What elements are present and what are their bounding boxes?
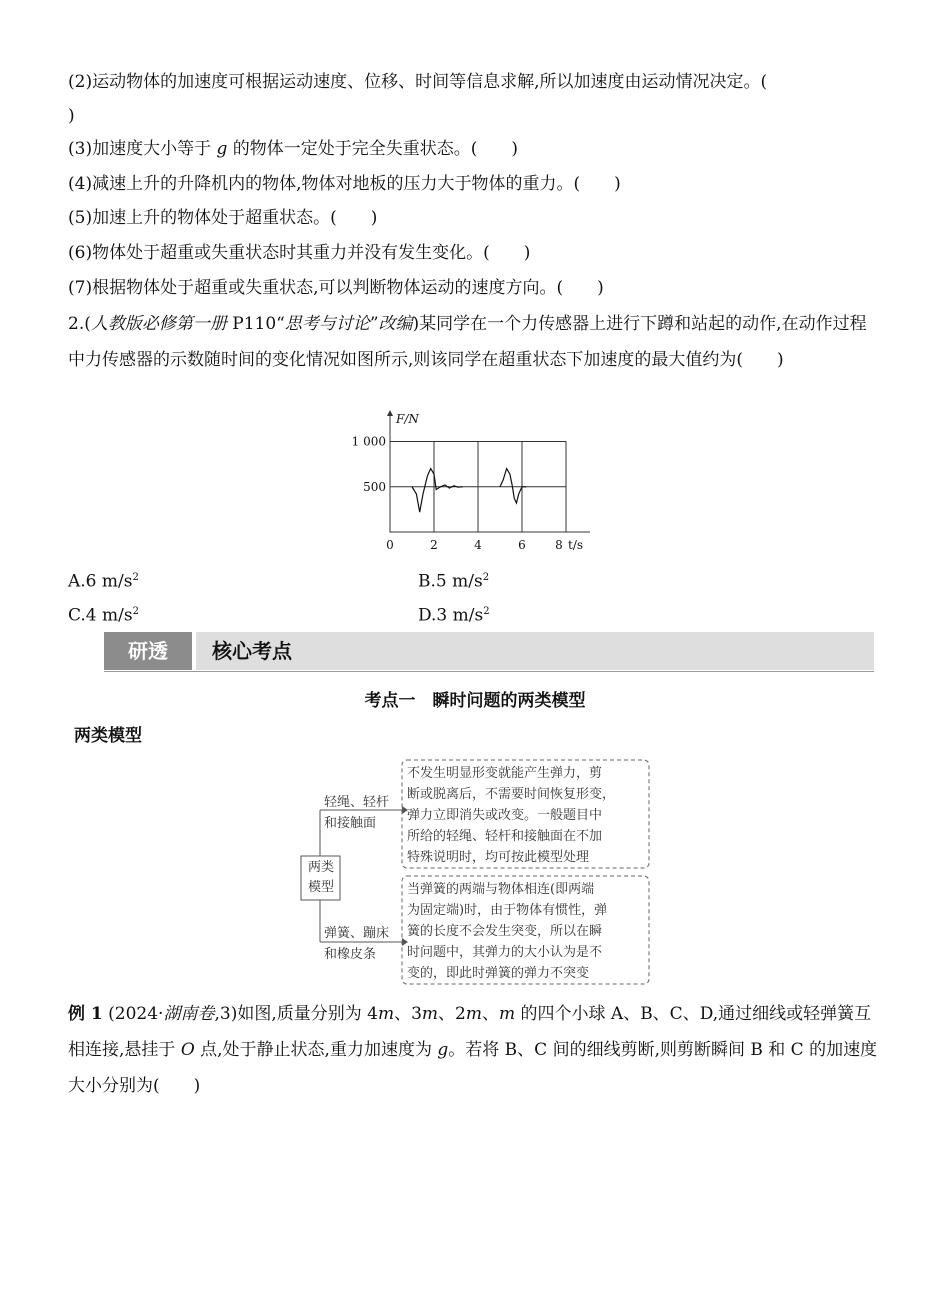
option-c[interactable]: C.4 $m/s^2$: [68, 605, 139, 626]
question-2: 2.(人教版必修第一册 P110“思考与讨论”改编)某同学在一个力传感器上进行下蹲和站起的动作,在动作过程中力传感器的示数随时间的变化情况如图所示,则该同学在超重状态下加速度的最大值约为( ): [68, 314, 867, 370]
judgment-5: (5)加速上升的物体处于超重状态。( ): [68, 208, 378, 228]
series-squat: [412, 469, 463, 512]
branch1-label-2: 和接触面: [324, 816, 377, 831]
diagram-root: 两类 模型: [307, 860, 334, 895]
banner-rule: [104, 671, 874, 672]
y-axis-arrow: [387, 410, 393, 416]
option-a[interactable]: A.6 $m/s^2$: [68, 571, 139, 592]
branch2-label: 弹簧、蹦床: [324, 926, 390, 941]
box1-text: 不发生明显形变就能产生弹力，剪 断或脱离后，不需要时间恢复形变， 弹力立即消失或改变。一般题目中 所给的轻绳、轻杆和接触面在不加 特殊说明时，均可按此模型处理: [407, 766, 616, 865]
force-time-chart: [340, 408, 610, 556]
x-axis-label: t/s: [568, 538, 584, 552]
section-title: 考点一 瞬时问题的两类模型: [364, 691, 586, 711]
x-tick-8: 8: [555, 538, 563, 552]
judgment-2-tail: ): [68, 106, 75, 126]
section-banner: [104, 630, 874, 672]
subheading: 两类模型: [74, 726, 142, 746]
y-tick-500: 500: [363, 479, 386, 494]
banner-tag: 研透: [104, 632, 192, 670]
judgment-7: (7)根据物体处于超重或失重状态,可以判断物体运动的速度方向。( ): [68, 278, 604, 298]
judgment-3: (3)加速度大小等于 g 的物体一定处于完全失重状态。( ): [68, 139, 519, 159]
option-d[interactable]: D.3 $m/s^2$: [418, 605, 490, 626]
branch2-label-2: 和橡皮条: [324, 947, 377, 962]
judgment-2: (2)运动物体的加速度可根据运动速度、位移、时间等信息求解,所以加速度由运动情况决定。(: [68, 72, 768, 92]
x-tick-4: 4: [474, 538, 482, 552]
x-tick-0: 0: [386, 538, 394, 552]
box2-text: 当弹簧的两端与物体相连(即两端 为固定端)时，由于物体有惯性，弹 簧的长度不会发生突变，所以在瞬 时问题中，其弹力的大小认为是不 变的，即此时弹簧的弹力不突变: [407, 882, 608, 981]
two-models-diagram: [300, 758, 660, 986]
y-axis-label: F/N: [396, 412, 419, 426]
y-tick-1000: 1 000: [351, 434, 386, 449]
banner-title: 核心考点: [196, 632, 874, 670]
option-b[interactable]: B.5 $m/s^2$: [418, 571, 490, 592]
x-tick-6: 6: [518, 538, 526, 552]
judgment-6: (6)物体处于超重或失重状态时其重力并没有发生变化。( ): [68, 243, 531, 263]
example-1: 例 1 (2024·湖南卷,3)如图,质量分别为 4m、3m、2m、m 的四个小球 A、B、C、D,通过细线或轻弹簧互相连接,悬挂于 O 点,处于静止状态,重力加速度为 g。若将 B、C 间的细线剪断,则剪断瞬间 B 和 C 的加速度大小分别为( ): [68, 1004, 878, 1096]
judgment-4: (4)减速上升的升降机内的物体,物体对地板的压力大于物体的重力。( ): [68, 174, 621, 194]
branch1-label: 轻绳、轻杆: [324, 795, 390, 810]
x-tick-2: 2: [430, 538, 438, 552]
